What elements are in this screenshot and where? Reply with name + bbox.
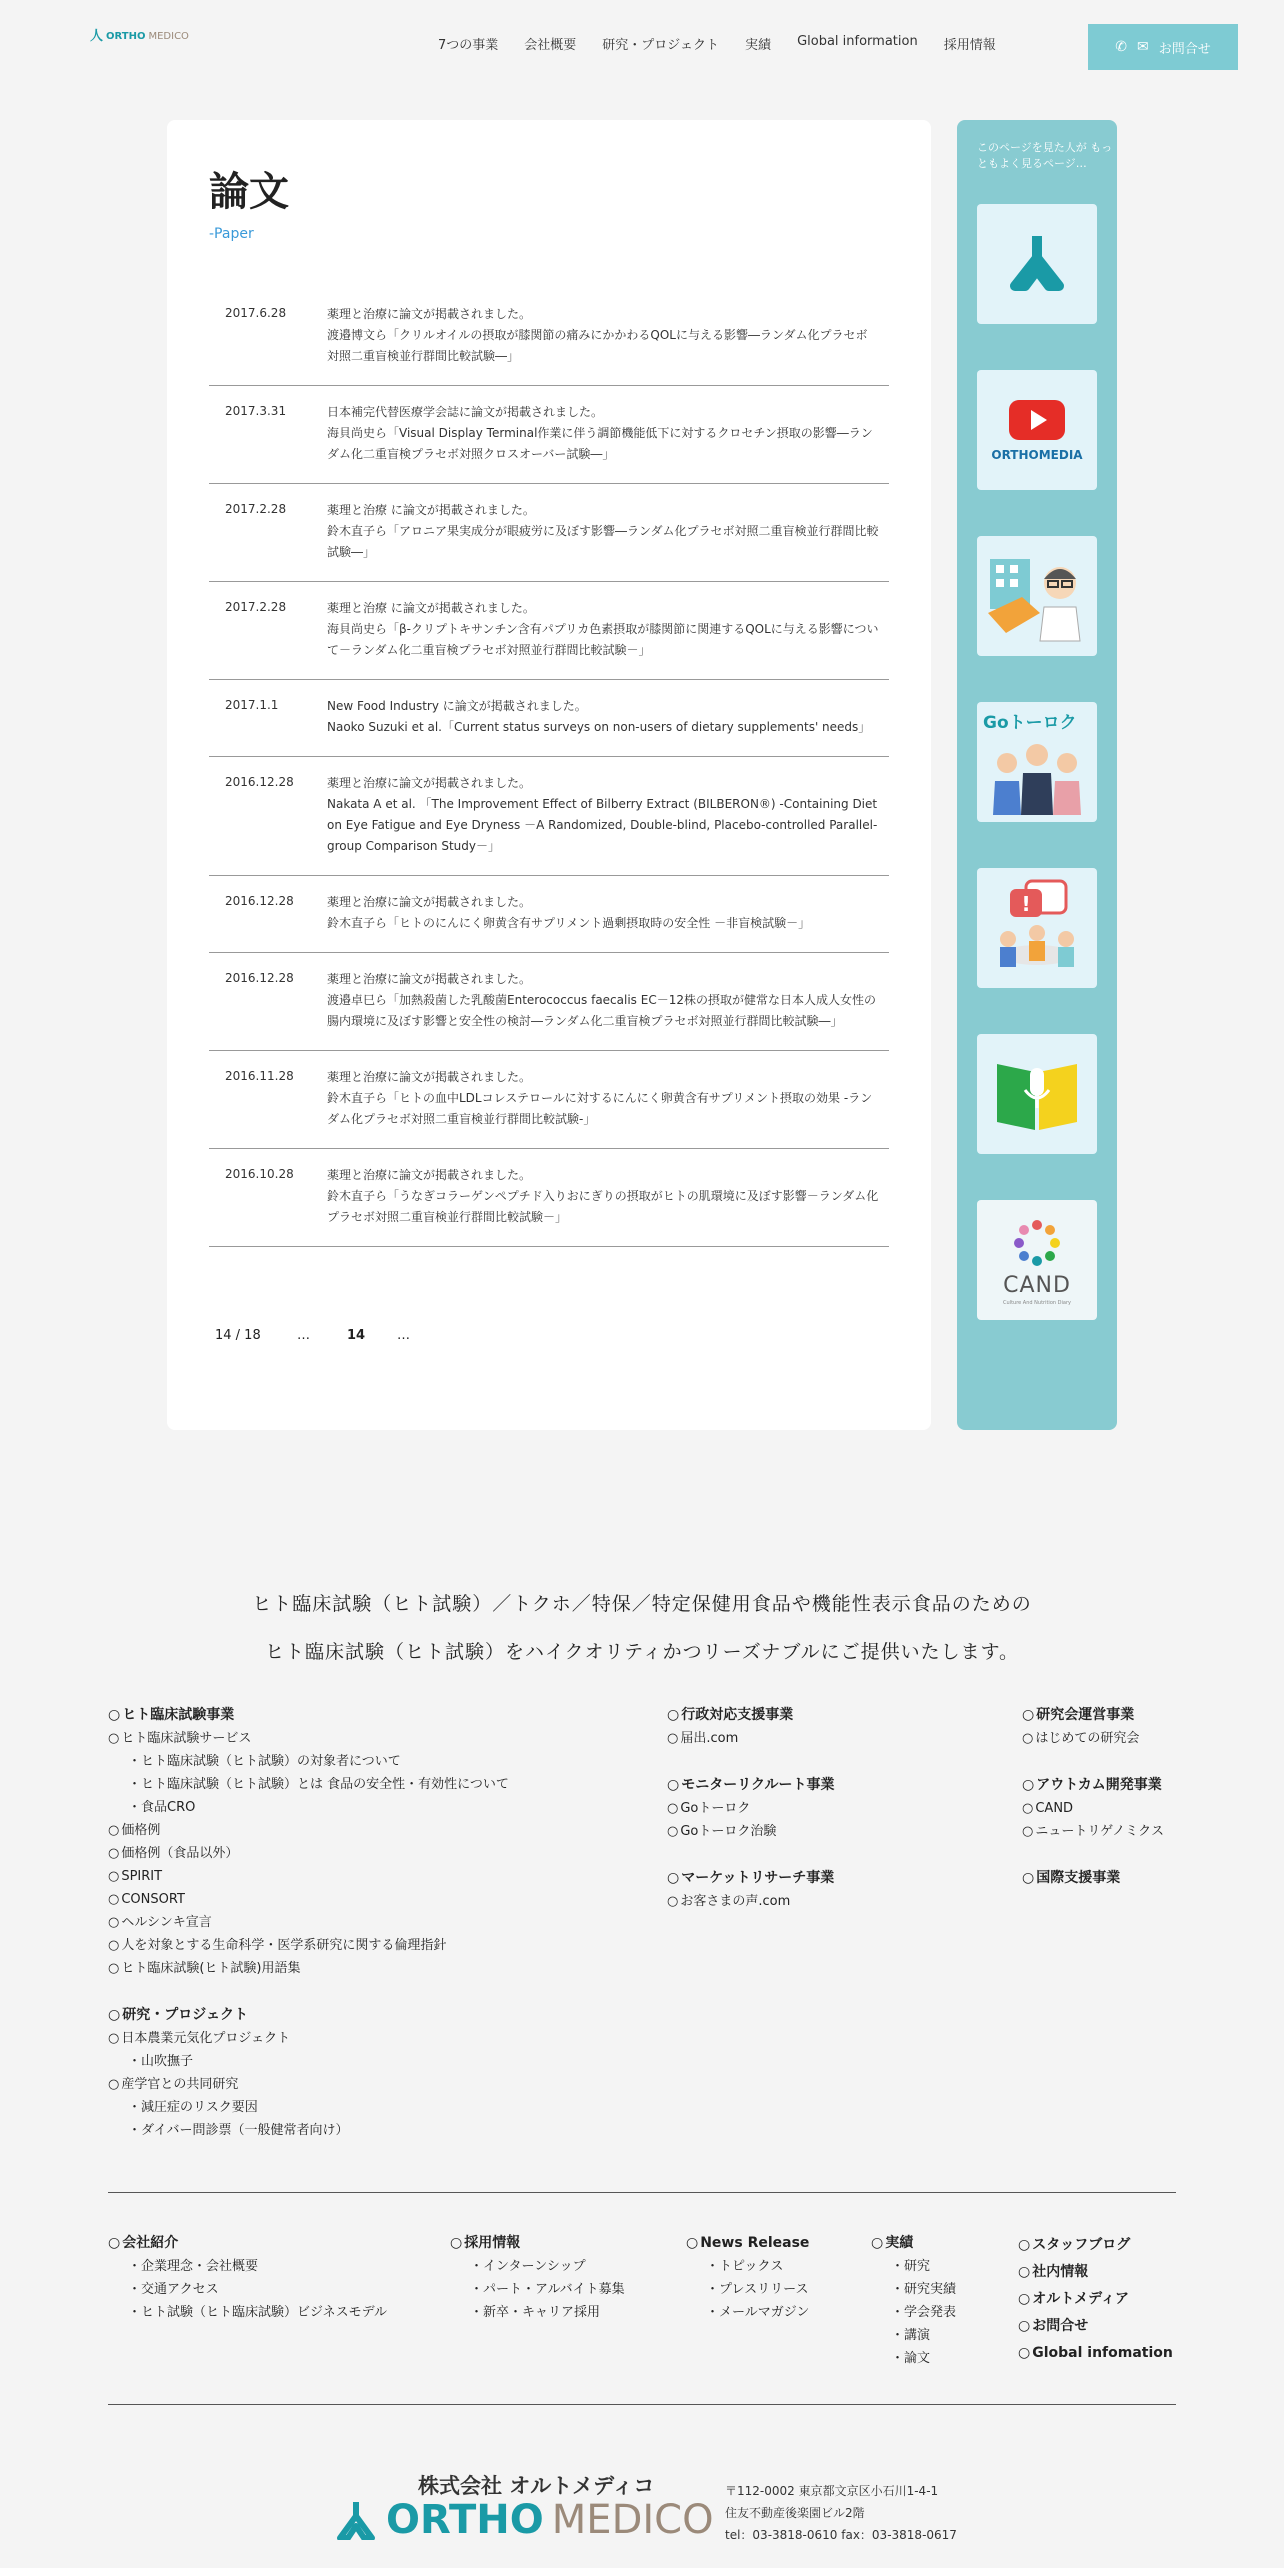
service-tagline: ヒト臨床試験（ヒト試験）／トクホ／特保／特定保健用食品や機能性表示食品のための ヒト臨床試験（ヒト試験）をハイクオリティかつリーズナブルにご提供いたします。 — [252, 1593, 1032, 1663]
nav-item-research[interactable]: 研究・プロジェクト — [602, 38, 720, 53]
nav-item-results[interactable]: 実績 — [745, 38, 772, 53]
people-group-icon — [983, 733, 1091, 815]
footer-col-outcome: ○ 研究会運営事業 ○ はじめての研究会 ○ アウトカム開発事業 ○ CAND ○ ニュートリゲノミクス ○ 国際支援事業 — [1022, 1704, 1164, 1890]
paper-headline: 薬理と治療に論文が掲載されました。 — [327, 307, 532, 321]
sidebar-link-orthomedia[interactable]: ORTHOMEDIA — [977, 370, 1097, 490]
phone-icon: ✆ — [1115, 39, 1127, 55]
paper-headline: 薬理と治療 に論文が掲載されました。 — [327, 503, 535, 517]
person-logo-icon — [997, 224, 1077, 304]
footer-col-links: ○ スタッフブログ ○ 社内情報 ○ オルトメディア ○ お問合せ ○ Global infomation — [1018, 2232, 1173, 2367]
footer-heading-research[interactable]: ○ 研究・プロジェクト — [108, 2004, 509, 2027]
paper-row[interactable] — [209, 386, 889, 484]
paper-date: 2017.2.28 — [225, 600, 287, 614]
sidebar-link-gotoroku[interactable]: Goトーロク — [977, 702, 1097, 822]
paper-headline: New Food Industry に論文が掲載されました。 — [327, 699, 587, 713]
paper-description: 海貝尚史ら「Visual Display Terminal作業に伴う調節機能低下に対するクロセチン摂取の影響―ランダム化二重盲検プラセボ対照クロスオーバー試験―」 — [327, 426, 873, 461]
company-address: 〒112-0002 東京都文京区小石川1-4-1 住友不動産後楽園ビル2階 tel：03-3818-0610 fax：03-3818-0617 — [725, 2484, 957, 2542]
paper-description: Naoko Suzuki et al.「Current status surveys on non-users of dietary supplements' needs」 — [327, 720, 871, 734]
logo-person-icon — [334, 2500, 378, 2540]
footer-heading-clinical[interactable]: ○ ヒト臨床試験事業 — [108, 1704, 509, 1727]
paper-description: 鈴木直子ら「ヒトのにんにく卵黄含有サプリメント過剰摂取時の安全性 －非盲検試験－」 — [327, 916, 811, 930]
cand-ring-icon — [1009, 1215, 1065, 1271]
paper-date: 2016.10.28 — [225, 1167, 294, 1181]
paper-description: 鈴木直子ら「アロニア果実成分が眼疲労に及ぼす影響―ランダム化プラセボ対照二重盲検並行群間比較試験―」 — [327, 524, 879, 559]
book-microphone-icon — [987, 1044, 1087, 1144]
footer-col-news: ○ News Release ・ トピックス ・ プレスリリース ・ メールマガジン — [686, 2232, 809, 2324]
pagination-current-page[interactable]: 14 — [347, 1328, 366, 1343]
papers-list — [209, 288, 889, 1247]
sidebar-link-clinic-doctor[interactable] — [977, 536, 1097, 656]
paper-description: 渡邉卓巳ら「加熱殺菌した乳酸菌Enterococcus faecalis EC－12株の摂取が健常な日本人成人女性の腸内環境に及ぼす影響と安全性の検討―ランダム化二重盲検プラセボ対照並行群間比較試験―」 — [327, 993, 876, 1028]
contact-button[interactable]: ✆ ✉ お問合せ — [1088, 24, 1238, 70]
paper-row[interactable] — [209, 484, 889, 582]
paper-date: 2017.6.28 — [225, 306, 287, 320]
nav-item-company[interactable]: 会社概要 — [524, 38, 577, 53]
nav-item-recruit[interactable]: 採用情報 — [943, 38, 996, 53]
paper-date: 2017.3.31 — [225, 404, 287, 418]
mail-icon: ✉ — [1136, 39, 1149, 55]
paper-headline: 薬理と治療 に論文が掲載されました。 — [327, 601, 535, 615]
company-name: 株式会社 オルトメディコ — [418, 2474, 655, 2498]
pagination-ellipsis-prev[interactable]: … — [297, 1328, 310, 1343]
papers-card — [167, 120, 931, 1430]
page-title: 論文 — [209, 169, 289, 215]
paper-headline: 薬理と治療に論文が掲載されました。 — [327, 972, 532, 986]
paper-row[interactable] — [209, 757, 889, 876]
paper-row[interactable] — [209, 1149, 889, 1247]
footer-col-results: ○ 実績 ・ 研究 ・ 研究実績 ・ 学会発表 ・ 講演 ・ 論文 — [871, 2232, 956, 2370]
site-logo[interactable]: 人 ORTHO MEDICO — [90, 29, 189, 44]
paper-description: 鈴木直子ら「ヒトの血中LDLコレステロールに対するにんにく卵黄含有サプリメント摂取の効果 -ランダム化プラセボ対照二重盲検並行群間比較試験-」 — [327, 1091, 873, 1126]
paper-date: 2016.12.28 — [225, 894, 294, 908]
paper-description: 鈴木直子ら「うなぎコラーゲンペプチド入りおにぎりの摂取がヒトの肌環境に及ぼす影響－ランダム化プラセボ対照二重盲検並行群間比較試験－」 — [327, 1189, 879, 1224]
sidebar-link-voice-book[interactable] — [977, 1034, 1097, 1154]
nav-item-global[interactable]: Global information — [797, 34, 918, 49]
paper-description: Nakata A et al. 「The Improvement Effect of Bilberry Extract (BILBERON®) -Containing Diet on Eye Fatigue and Eye Dryness －A Randomized, Double-blind, Placebo-controlled Parallel-group Comparison Study－」 — [327, 797, 878, 853]
youtube-play-icon — [1007, 398, 1067, 442]
paper-row[interactable] — [209, 953, 889, 1051]
paper-headline: 薬理と治療に論文が掲載されました。 — [327, 1168, 532, 1182]
sidebar-link-person-logo[interactable] — [977, 204, 1097, 324]
footer-col-recruit: ○ 採用情報 ・ インターンシップ ・ パート・アルバイト募集 ・ 新卒・キャリア採用 — [450, 2232, 625, 2324]
page-indicator: 14 / 18 — [215, 1328, 261, 1343]
sidebar-link-cand[interactable]: CAND Culture And Nutrition Diary — [977, 1200, 1097, 1320]
paper-headline: 薬理と治療に論文が掲載されました。 — [327, 776, 532, 790]
paper-date: 2017.2.28 — [225, 502, 287, 516]
paper-date: 2016.12.28 — [225, 775, 294, 789]
main-nav — [438, 34, 996, 53]
logo-person-icon: 人 — [90, 29, 104, 44]
footer-col-company: ○ 会社紹介 ・ 企業理念・会社概要 ・ 交通アクセス ・ ヒト試験（ヒト臨床試験）ビジネスモデル — [108, 2232, 387, 2324]
paper-headline: 薬理と治療に論文が掲載されました。 — [327, 895, 532, 909]
paper-description: 海貝尚史ら「β-クリプトキサンチン含有パプリカ色素摂取が膝関節に関連するQOLに与える影響について－ランダム化二重盲検プラセボ対照並行群間比較試験－」 — [327, 622, 879, 657]
paper-description: 渡邉博文ら「クリルオイルの摂取が膝関節の痛みにかかわるQOLに与える影響―ランダム化プラセボ対照二重盲検並行群間比較試験―」 — [327, 328, 868, 363]
discussion-alert-icon — [982, 873, 1092, 983]
svg-text:!: ! — [1021, 892, 1031, 916]
paper-headline: 日本補完代替医療学会誌に論文が掲載されました。 — [327, 405, 604, 419]
paper-headline: 薬理と治療に論文が掲載されました。 — [327, 1070, 532, 1084]
page-subtitle: -Paper — [209, 226, 254, 242]
paper-row[interactable] — [209, 582, 889, 680]
footer-divider-bottom — [108, 2404, 1176, 2405]
paper-date: 2016.11.28 — [225, 1069, 294, 1083]
doctor-building-icon — [982, 541, 1092, 651]
paper-date: 2017.1.1 — [225, 698, 279, 712]
pagination-ellipsis-next[interactable]: … — [397, 1328, 410, 1343]
paper-date: 2016.12.28 — [225, 971, 294, 985]
paper-row[interactable] — [209, 876, 889, 953]
sidebar-link-discussion[interactable] — [977, 868, 1097, 988]
pagination — [215, 1328, 410, 1343]
nav-item-business[interactable]: 7つの事業 — [438, 38, 499, 53]
paper-row[interactable] — [209, 1051, 889, 1149]
sidebar-title: このページを見た人が もっともよく見るページ… — [977, 141, 1113, 170]
footer-col-clinical: ○ ヒト臨床試験事業 ○ ヒト臨床試験サービス ・ ヒト臨床試験（ヒト試験）の対象者について ・ ヒト臨床試験（ヒト試験）とは 食品の安全性・有効性について ・ 食品CRO ○ 価格例 ○ 価格例（食品以外） ○ SPIRIT ○ CONSORT ○ ヘルシンキ宣言 ○ 人を対象とする生命科学・医学系研究に関する倫理指針 ○ ヒト臨床試験(ヒト試験)用語集 ○ 研究・プロジェクト ○ 日本農業元気化プロジェクト ・ 山吹撫子 ○ 産学官との共同研究 ・ 減圧症のリスク要因 ・ ダイバー問診票（一般健常者向け） — [108, 1704, 509, 2142]
footer-col-support: ○ 行政対応支援事業 ○ 届出.com ○ モニターリクルート事業 ○ Goトーロク ○ Goトーロク治験 ○ マーケットリサーチ事業 ○ お客さまの声.com — [667, 1704, 835, 1913]
paper-row[interactable] — [209, 680, 889, 757]
site-header — [0, 0, 1284, 90]
paper-row[interactable] — [209, 288, 889, 386]
footer-logo[interactable]: ORTHO MEDICO — [334, 2500, 714, 2540]
related-pages-sidebar — [957, 120, 1117, 1430]
footer-divider — [108, 2192, 1176, 2193]
